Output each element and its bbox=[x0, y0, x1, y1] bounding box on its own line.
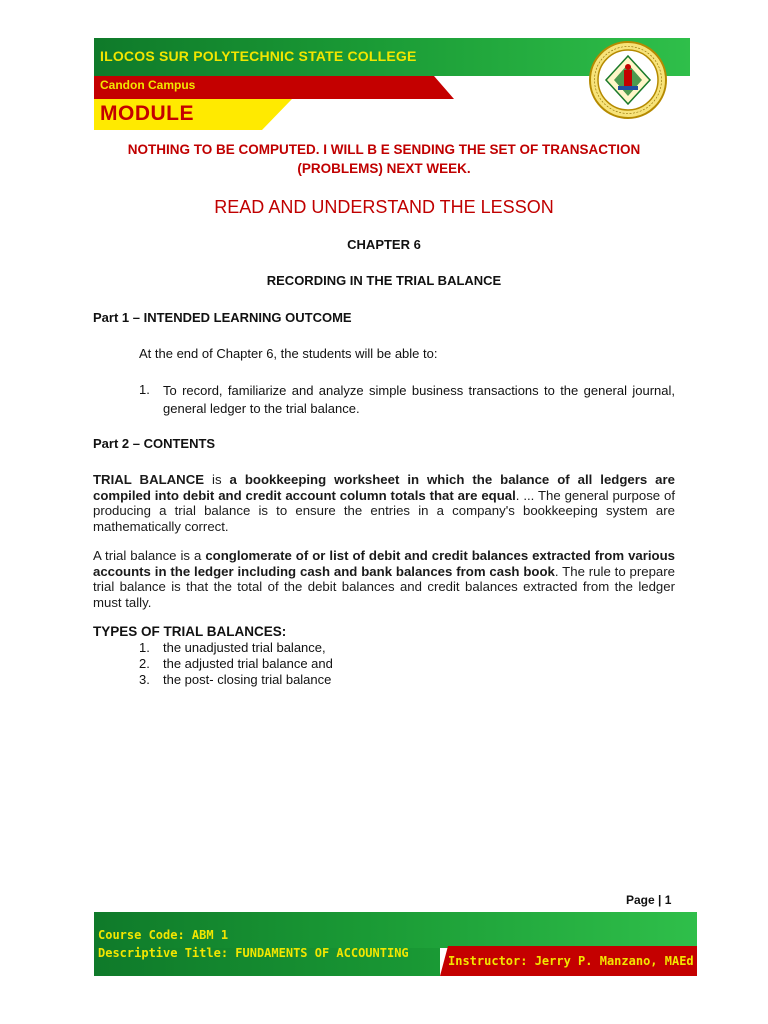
list-item bbox=[139, 640, 333, 656]
term-is: is bbox=[204, 472, 230, 487]
types-list bbox=[139, 640, 333, 688]
list-number: 3. bbox=[139, 672, 150, 687]
list-text: the post- closing trial balance bbox=[163, 672, 332, 687]
part1-heading: Part 1 – INTENDED LEARNING OUTCOME bbox=[93, 310, 352, 325]
list-text: the adjusted trial balance and bbox=[163, 656, 333, 671]
course-code: Course Code: ABM 1 bbox=[98, 928, 229, 942]
notice-text: NOTHING TO BE COMPUTED. I WILL B E SENDING THE SET OF TRANSACTION (PROBLEMS) NEXT WEEK. bbox=[127, 142, 641, 176]
term: TRIAL BALANCE bbox=[93, 472, 205, 487]
college-seal-icon bbox=[588, 40, 668, 120]
outcome-text: To record, familiarize and analyze simple business transactions to the general journal, general ledger to the trial balance. bbox=[163, 383, 675, 416]
list-item bbox=[139, 672, 333, 688]
read-instruction: READ AND UNDERSTAND THE LESSON bbox=[214, 197, 554, 217]
list-number: 2. bbox=[139, 656, 150, 671]
definition: a bookkeeping worksheet in which the balance of all ledgers are compiled into debit and credit account column totals that are equal bbox=[93, 472, 675, 503]
list-number: 1. bbox=[139, 640, 150, 655]
chapter-number: CHAPTER 6 bbox=[347, 237, 421, 252]
page-number: Page | 1 bbox=[626, 893, 672, 907]
part1-intro: At the end of Chapter 6, the students will be able to: bbox=[139, 346, 438, 361]
description-bold: conglomerate of or list of debit and credit balances extracted from various accounts in the ledger including cash and bank balances from cash book bbox=[93, 548, 675, 579]
list-text: the unadjusted trial balance, bbox=[163, 640, 326, 655]
outcome-number: 1. bbox=[139, 382, 150, 397]
college-name: ILOCOS SUR POLYTECHNIC STATE COLLEGE bbox=[100, 48, 417, 64]
list-item bbox=[139, 656, 333, 672]
chapter-title: RECORDING IN THE TRIAL BALANCE bbox=[266, 273, 502, 288]
description-rest: . The rule to prepare trial balance is that the total of the debit balances and credit balances extracted from the ledger must tally. bbox=[93, 563, 675, 610]
instructor-name: Instructor: Jerry P. Manzano, MAEd bbox=[448, 954, 694, 968]
definition-rest: . ... The general purpose of producing a trial balance is to ensure the entries in a company's bookkeeping system are mathematically correct. bbox=[93, 487, 676, 534]
trial-balance-description bbox=[93, 548, 675, 610]
types-heading: TYPES OF TRIAL BALANCES: bbox=[93, 624, 287, 639]
part2-heading: Part 2 – CONTENTS bbox=[93, 436, 216, 451]
descriptive-title: Descriptive Title: FUNDAMENTS OF ACCOUNTING bbox=[98, 946, 409, 960]
module-label: MODULE bbox=[100, 102, 194, 125]
campus-name: Candon Campus bbox=[100, 78, 196, 92]
description-lead: A trial balance is a bbox=[93, 548, 206, 563]
trial-balance-definition bbox=[93, 472, 675, 534]
